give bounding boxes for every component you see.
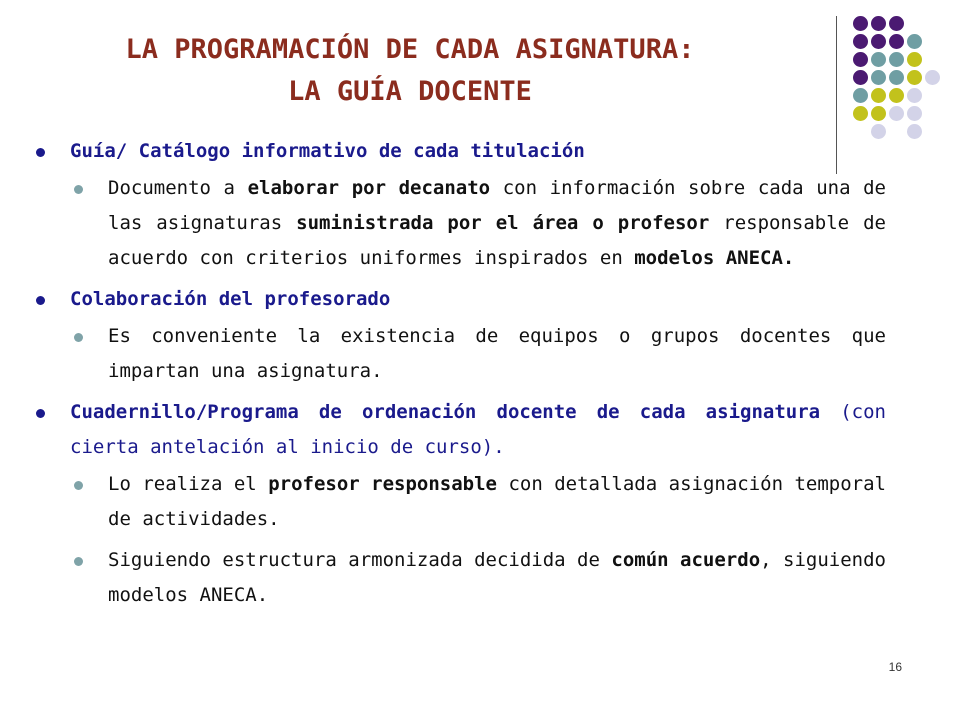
bullet-text-rest: (con cierta antelación al inicio de curso). <box>70 401 886 458</box>
text-run: Documento a <box>108 177 248 199</box>
page-number: 16 <box>888 660 902 674</box>
text-run: , siguiendo modelos ANECA. <box>108 549 886 606</box>
decorative-dot <box>853 106 868 121</box>
decorative-dot <box>907 106 922 121</box>
subbullet-estructura <box>36 543 886 613</box>
decorative-dot <box>889 34 904 49</box>
decorative-dot <box>907 88 922 103</box>
decorative-dot <box>889 106 904 121</box>
decorative-dot <box>907 34 922 49</box>
decorative-dot <box>853 34 868 49</box>
decorative-dot <box>871 106 886 121</box>
slide-title-line2: LA GUÍA DOCENTE <box>288 76 532 107</box>
text-run-bold: suministrada por el área o profesor <box>296 212 710 234</box>
bullet-text: Guía/ Catálogo informativo de cada titulación <box>70 140 585 162</box>
decorative-dot <box>871 34 886 49</box>
bullet-text-bold: Cuadernillo/Programa de ordenación docente de cada asignatura <box>70 401 821 423</box>
text-run: con detallada asignación temporal de actividades. <box>108 473 886 530</box>
decorative-dot <box>871 70 886 85</box>
bullet-guia-catalogo <box>36 134 886 169</box>
decorative-dot <box>889 52 904 67</box>
subbullet-profesor <box>36 467 886 537</box>
bullet-text: Colaboración del profesorado <box>70 288 391 310</box>
decorative-dot <box>889 88 904 103</box>
subbullet-documento <box>36 171 886 276</box>
slide-title-line1: LA PROGRAMACIÓN DE CADA ASIGNATURA: <box>125 34 695 65</box>
bullet-cuadernillo <box>36 395 886 465</box>
decorative-dot <box>889 16 904 31</box>
decorative-dot <box>853 70 868 85</box>
decorative-dot <box>907 52 922 67</box>
subbullet-equipos <box>36 319 886 389</box>
decorative-dot <box>853 52 868 67</box>
text-run: Lo realiza el <box>108 473 269 495</box>
decorative-dot <box>889 70 904 85</box>
decorative-dot <box>907 124 922 139</box>
decorative-dot <box>853 16 868 31</box>
text-run-bold: modelos ANECA. <box>634 247 795 269</box>
decorative-dot <box>871 88 886 103</box>
decorative-dot <box>925 70 940 85</box>
text-run: responsable de acuerdo con criterios uniformes inspirados en <box>108 212 886 269</box>
decorative-dot <box>871 52 886 67</box>
decorative-dot <box>907 70 922 85</box>
decorative-dot <box>871 16 886 31</box>
text-run-bold: profesor responsable <box>268 473 497 495</box>
text-run: Siguiendo estructura armonizada decidida de <box>108 549 612 571</box>
text-run-bold: común acuerdo <box>611 549 761 571</box>
bullet-colaboracion <box>36 282 886 317</box>
text-run: Es conveniente la existencia de equipos o grupos docentes que impartan una asignatura. <box>108 325 886 382</box>
text-run: con información sobre cada una de las asignaturas <box>108 177 886 234</box>
decorative-dot <box>853 88 868 103</box>
text-run-bold: elaborar por decanato <box>247 177 491 199</box>
slide-content <box>36 134 886 619</box>
